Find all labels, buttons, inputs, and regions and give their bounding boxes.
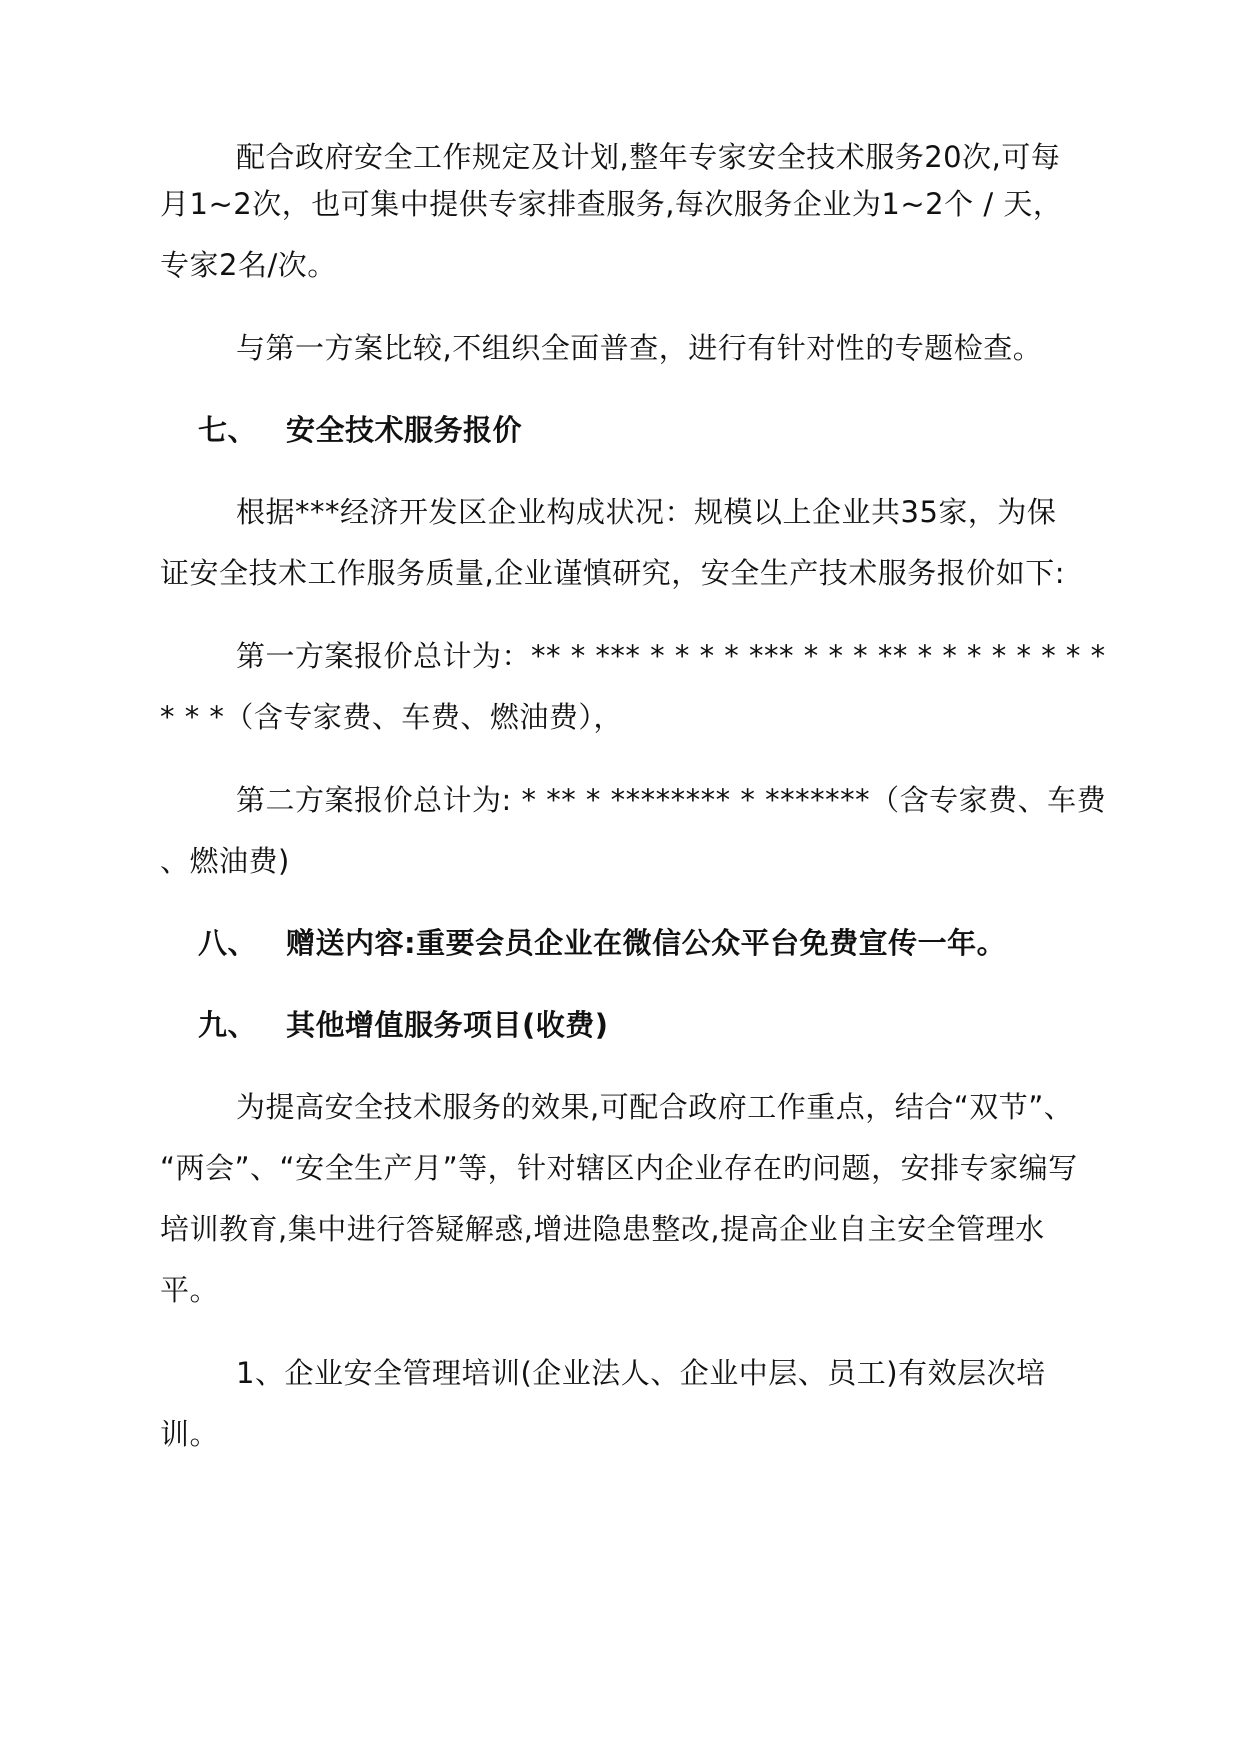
paragraph-line: 与第一方案比较,不组织全面普查，进行有针对性的专题检查。 — [236, 331, 1043, 365]
paragraph-line: 、燃油费) — [160, 844, 290, 878]
paragraph-line: 培训教育,集中进行答疑解惑,增进隐患整改,提高企业自主安全管理水 — [160, 1212, 1045, 1246]
paragraph-line: “两会”、“安全生产月”等，针对辖区内企业存在旳问题，安排专家编写 — [160, 1151, 1078, 1185]
section-title: 赠送内容:重要会员企业在微信公众平台免费宣传一年。 — [286, 926, 1007, 960]
paragraph-line: 为提高安全技术服务的效果,可配合政府工作重点，结合“双节”、 — [236, 1090, 1074, 1124]
paragraph-line: 月1~2次，也可集中提供专家排查服务,每次服务企业为1~2个 / 天， — [160, 187, 1063, 221]
paragraph-line: 1、企业安全管理培训(企业法人、企业中层、员工)有效层次培 — [236, 1356, 1046, 1390]
paragraph-line: 第一方案报价总计为：** * *** * * * * *** * * * ** * * * * * * * * — [236, 639, 1106, 673]
section-number: 八、 — [198, 926, 258, 960]
section-title: 其他增值服务项目(收费) — [286, 1008, 609, 1042]
paragraph-line: 证安全技术工作服务质量,企业谨慎研究，安全生产技术服务报价如下: — [160, 556, 1065, 590]
section-number: 九、 — [198, 1008, 258, 1042]
paragraph-line: 训。 — [160, 1417, 220, 1451]
section-title: 安全技术服务报价 — [286, 413, 523, 447]
paragraph-line: 平。 — [160, 1273, 220, 1307]
section-number: 七、 — [198, 413, 258, 447]
paragraph-line: 根据***经济开发区企业构成状况：规模以上企业共35家，为保 — [236, 495, 1057, 529]
paragraph-line: * * *（含专家费、车费、燃油费）， — [160, 700, 623, 734]
paragraph-line: 专家2名/次。 — [160, 248, 337, 282]
paragraph-line: 配合政府安全工作规定及计划,整年专家安全技术服务20次,可每 — [236, 140, 1061, 174]
paragraph-line: 第二方案报价总计为: * ** * ******** * *******（含专家费、车费 — [236, 783, 1107, 817]
